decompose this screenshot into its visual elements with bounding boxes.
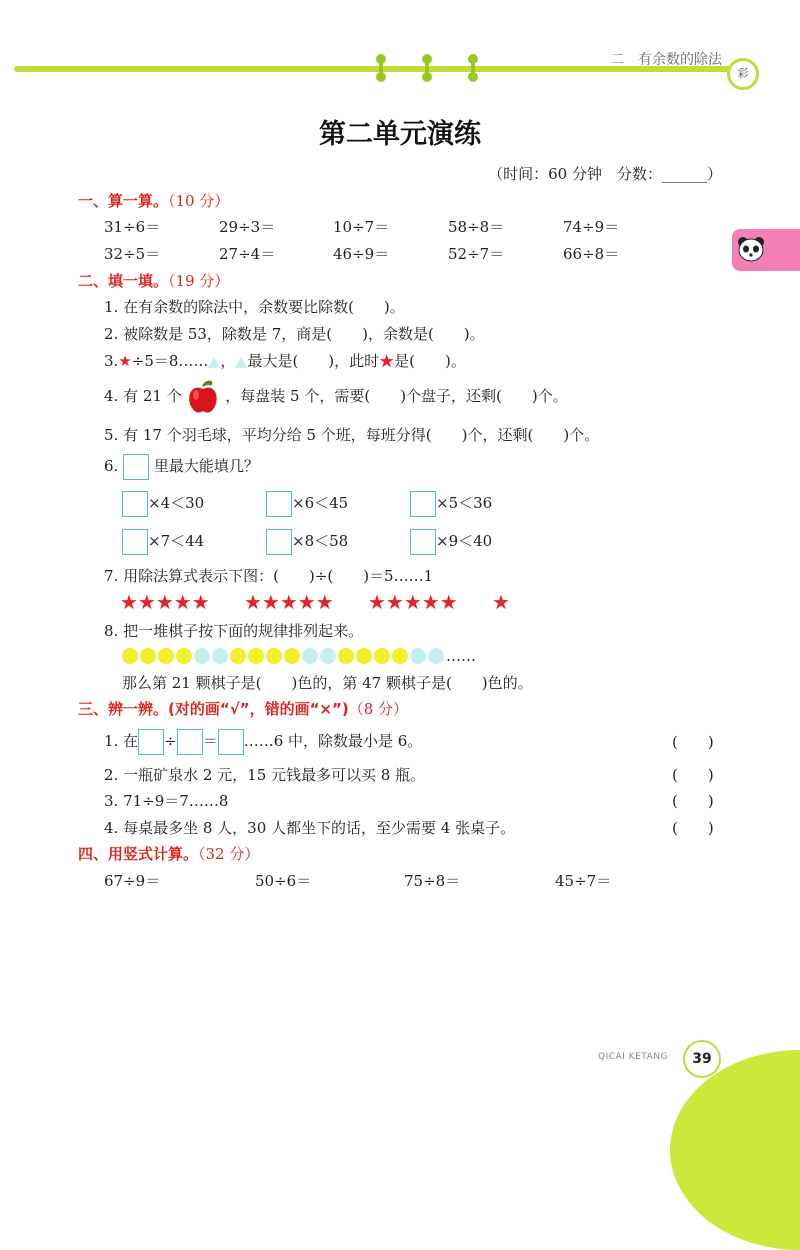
section-points: （8 分） (348, 700, 409, 718)
answer-box[interactable] (218, 729, 244, 755)
star-icon: ★ (379, 352, 395, 370)
operator: ÷ (164, 732, 177, 750)
judge-4: 4. 每桌最多坐 8 人，30 人都坐下的话，至少需要 4 张桌子。 (104, 819, 516, 837)
triangle-icon (235, 357, 247, 368)
question-text: 是( )。 (394, 352, 466, 370)
section-title: 一、算一算。 (78, 192, 169, 210)
time-info: （时间：60 分钟 分数：______） (488, 165, 722, 183)
chess-piece (284, 648, 300, 664)
question-1: 1. 在有余数的除法中，余数要比除数( )。 (104, 298, 405, 316)
judge-1 (104, 727, 422, 755)
star-group: ★ (492, 590, 510, 614)
question-text: 最大是( )，此时 (247, 352, 380, 370)
footer-decoration (670, 1050, 800, 1250)
page-number: 39 (683, 1040, 721, 1078)
question-6 (104, 453, 259, 480)
question-number: 3. (104, 352, 119, 370)
chess-piece (320, 648, 336, 664)
section-points: （19 分） (168, 272, 230, 290)
chess-piece (176, 648, 192, 664)
question-7: 7. 用除法算式表示下图：( )÷( )＝5……1 (104, 567, 434, 585)
chess-piece (212, 648, 228, 664)
question-text: 1. 在 (104, 732, 139, 750)
question-text: ……6 中，除数最小是 6。 (243, 732, 423, 750)
section-title: 四、用竖式计算。 (78, 845, 199, 863)
chess-piece (302, 648, 318, 664)
section-points: （32 分） (198, 845, 260, 863)
judge-paren[interactable]: ( ) (672, 792, 714, 810)
answer-box[interactable] (122, 491, 148, 517)
question-number: 6. (104, 457, 119, 475)
section-points: （10 分） (168, 192, 230, 210)
calc-item: 46÷9＝ (333, 245, 390, 263)
brand-label: QICAI KETANG (598, 1052, 668, 1062)
panda-icon (736, 235, 766, 263)
inequality-item (122, 490, 204, 517)
vertical-calc: 67÷9＝ (104, 872, 161, 890)
answer-box[interactable] (410, 491, 436, 517)
answer-box[interactable] (266, 529, 292, 555)
ellipsis: …… (446, 647, 476, 665)
calc-item: 66÷8＝ (563, 245, 620, 263)
inequality-text: ×9＜40 (436, 532, 493, 550)
answer-box[interactable] (266, 491, 292, 517)
judge-3: 3. 71÷9＝7……8 (104, 792, 229, 810)
section-title: 二、填一填。 (78, 272, 169, 290)
star-group: ★★★★★ (368, 590, 458, 614)
calc-item: 10÷7＝ (333, 218, 390, 236)
inequality-text: ×7＜44 (148, 532, 205, 550)
apple-icon (186, 379, 220, 415)
section-heading (78, 190, 229, 211)
star-icon: ★ (118, 352, 132, 370)
inequality-text: ×4＜30 (148, 494, 205, 512)
chess-piece (230, 648, 246, 664)
inequality-text: ×5＜36 (436, 494, 493, 512)
section-heading (78, 270, 229, 291)
inequality-item (122, 528, 204, 555)
answer-box[interactable] (177, 729, 203, 755)
calc-item: 58÷8＝ (448, 218, 505, 236)
judge-2: 2. 一瓶矿泉水 2 元，15 元钱最多可以买 8 瓶。 (104, 766, 426, 784)
calc-item: 52÷7＝ (448, 245, 505, 263)
section-heading (78, 698, 408, 719)
calc-item: 31÷6＝ (104, 218, 161, 236)
question-3 (104, 350, 466, 371)
star-group: ★★★★★ (244, 590, 334, 614)
vertical-calc: 75÷8＝ (404, 872, 461, 890)
answer-box[interactable] (123, 454, 149, 480)
vertical-calc: 50÷6＝ (255, 872, 312, 890)
chess-piece (122, 648, 138, 664)
judge-paren[interactable]: ( ) (672, 733, 714, 751)
question-5: 5. 有 17 个羽毛球，平均分给 5 个班，每班分得( )个，还剩( )个。 (104, 426, 600, 444)
operator: ＝ (202, 732, 218, 750)
chess-piece (248, 648, 264, 664)
inequality-item (266, 490, 348, 517)
question-text: ÷5＝8…… (131, 352, 209, 370)
chess-piece (356, 648, 372, 664)
triangle-icon (208, 357, 220, 368)
side-tab (732, 229, 800, 271)
section-title: 三、辨一辨。(对的画“√”，错的画“×”) (78, 700, 349, 718)
chapter-label: 二 有余数的除法 (610, 52, 722, 68)
judge-paren[interactable]: ( ) (672, 819, 714, 837)
logo: 彩 (727, 58, 759, 90)
star-group: ★★★★★ (120, 590, 210, 614)
question-8: 8. 把一堆棋子按下面的规律排列起来。 (104, 622, 364, 640)
chess-piece (266, 648, 282, 664)
inequality-text: ×6＜45 (292, 494, 349, 512)
inequality-item (266, 528, 348, 555)
calc-item: 32÷5＝ (104, 245, 161, 263)
chess-piece (140, 648, 156, 664)
vertical-calc: 45÷7＝ (555, 872, 612, 890)
binder-clip (422, 54, 432, 82)
chess-dots (122, 646, 446, 664)
binder-clip (376, 54, 386, 82)
inequality-text: ×8＜58 (292, 532, 349, 550)
calc-item: 74÷9＝ (563, 218, 620, 236)
chess-piece (374, 648, 390, 664)
answer-box[interactable] (410, 529, 436, 555)
chess-piece (194, 648, 210, 664)
chess-pattern (122, 645, 476, 666)
section-heading (78, 843, 259, 864)
question-text: 4. 有 21 个 (104, 387, 182, 405)
chess-piece (410, 648, 426, 664)
chess-piece (158, 648, 174, 664)
question-text: ， (220, 352, 236, 370)
chess-piece (392, 648, 408, 664)
page-title: 第二单元演练 (319, 119, 481, 150)
question-text: 里最大能填几？ (153, 457, 259, 475)
chess-piece (428, 648, 444, 664)
answer-box[interactable] (122, 529, 148, 555)
answer-box[interactable] (138, 729, 164, 755)
question-4 (104, 378, 568, 415)
question-text: ，每盘装 5 个，需要( )个盘子，还剩( )个。 (225, 387, 568, 405)
calc-item: 27÷4＝ (219, 245, 276, 263)
question-2: 2. 被除数是 53，除数是 7，商是( )，余数是( )。 (104, 325, 485, 343)
question-8-answer: 那么第 21 颗棋子是( )色的，第 47 颗棋子是( )色的。 (122, 674, 533, 692)
chess-piece (338, 648, 354, 664)
inequality-item (410, 490, 492, 517)
calc-item: 29÷3＝ (219, 218, 276, 236)
binder-clip (468, 54, 478, 82)
inequality-item (410, 528, 492, 555)
judge-paren[interactable]: ( ) (672, 766, 714, 784)
